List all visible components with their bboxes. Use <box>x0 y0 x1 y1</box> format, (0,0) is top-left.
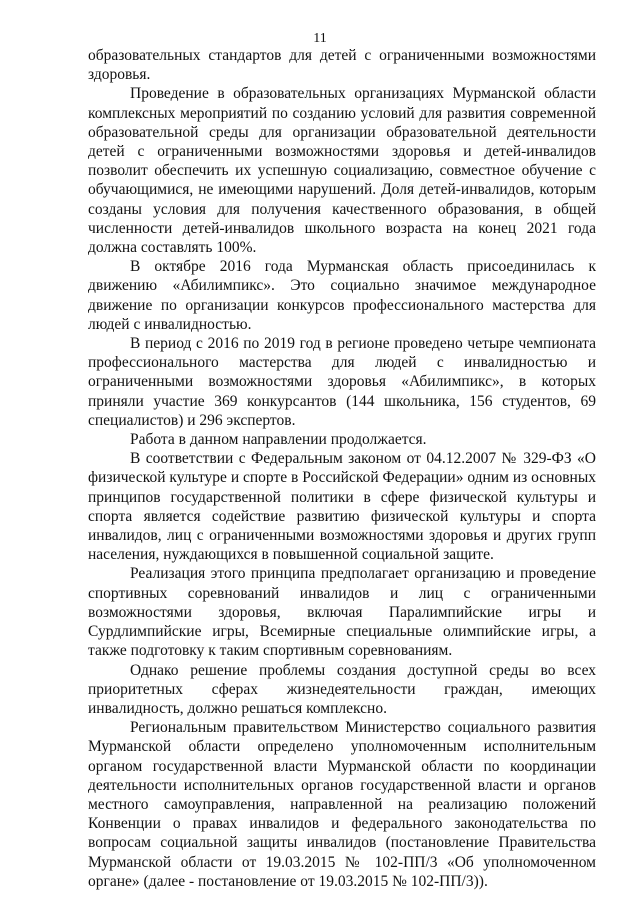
paragraph-comprehensive-solution: Однако решение проблемы создания доступной среды во всех приоритетных сферах жизнедеятельности граждан, имеющих инвалидность, должно решаться комплексно. <box>88 661 596 717</box>
paragraph-ministry-authority: Региональным правительством Министерство социального развития Мурманской области определено уполномоченным исполнительным органом государственной власти Мурманской области по координации деятельности исполнительных органов государственной власти и органов местного самоуправления, направленной на реализацию положений Конвенции о правах инвалидов и федерального законодательства по вопросам социальной защиты инвалидов (постановление Правительства Мурманской области от 19.03.2015 № 102-ПП/3 «Об уполномоченном органе» (далее - постановление от 19.03.2015 № 102-ПП/3)). <box>88 719 596 890</box>
paragraph-federal-law: В соответствии с Федеральным законом от 04.12.2007 № 329-ФЗ «О физической культуре и спорте в Российской Федерации» одним из основных принципов государственной политики в сфере физической культуры и спорта является содействие развитию физической культуры и спорта инвалидов, лиц с ограниченными возможностями здоровья и других групп населения, нуждающихся в повышенной социальной защите. <box>88 450 596 564</box>
paragraph-abilympics-joined: В октябре 2016 года Мурманская область присоединилась к движению «Абилимпикс». Это социально значимое международное движение по организации конкурсов профессионального мастерства для людей с инвалидностью. <box>88 258 596 333</box>
document-body <box>88 46 596 891</box>
paragraph-work-continues: Работа в данном направлении продолжается. <box>130 431 427 449</box>
paragraph-continuation: образовательных стандартов для детей с ограниченными возможностями здоровья. <box>88 47 596 84</box>
paragraph-education-environment: Проведение в образовательных организациях Мурманской области комплексных мероприятий по созданию условий для развития современной образовательной среды для организации образовательной деятельности детей с ограниченными возможностями здоровья и детей-инвалидов позволит обеспечить их успешную социализацию, совместное обучение с обучающимися, не имеющими нарушений. Доля детей-инвалидов, которым созданы условия для получения качественного образования, в общей численности детей-инвалидов школьного возраста на конец 2021 года должна составлять 100%. <box>88 85 596 257</box>
paragraph-sport-competitions: Реализация этого принципа предполагает организацию и проведение спортивных соревнований инвалидов и лиц с ограниченными возможностями здоровья, включая Паралимпийские игры и Сурдлимпийские игры, Всемирные специальные олимпийские игры, а также подготовку к таким спортивным соревнованиям. <box>88 565 596 660</box>
paragraph-abilympics-championships: В период с 2016 по 2019 год в регионе проведено четыре чемпионата профессионального мастерства для людей с инвалидностью и ограниченными возможностями здоровья «Абилимпикс», в которых приняли участие 369 конкурсантов (144 школьника, 156 студентов, 69 специалистов) и 296 экспертов. <box>88 335 596 429</box>
page-number: 11 <box>313 31 327 46</box>
